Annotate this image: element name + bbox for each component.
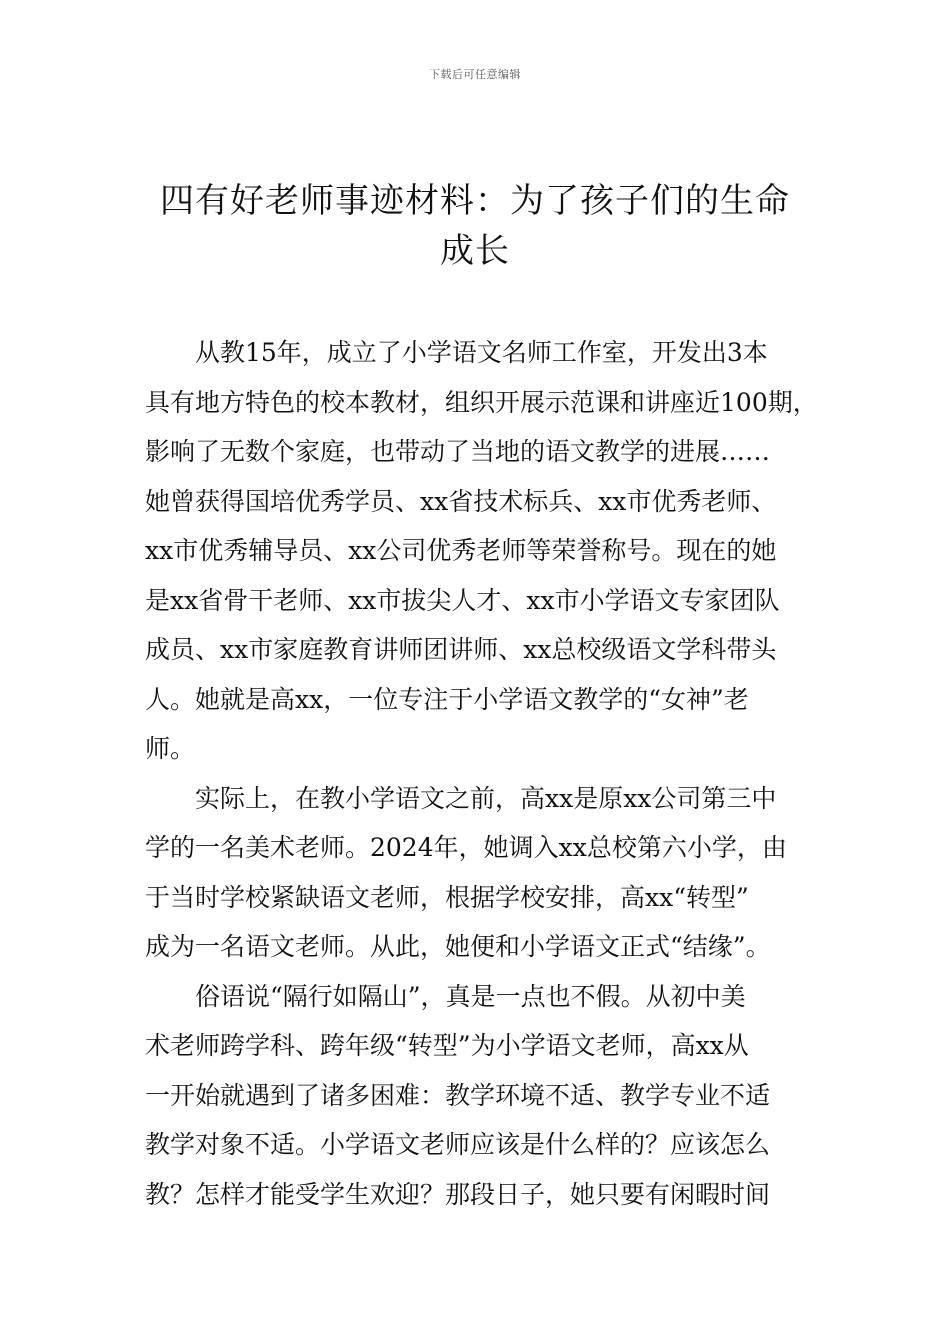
text-line: 成为一名语文老师。从此，她便和小学语文正式“结缘”。 [145,932,771,961]
title-line-1: 四有好老师事迹材料：为了孩子们的生命 [160,181,790,221]
text-line: 术老师跨学科、跨年级“转型”为小学语文老师，高xx从 [145,1031,749,1060]
text-line: 教？怎样才能受学生欢迎？那段日子，她只要有闲暇时间 [145,1179,771,1209]
text-line: 俗语说“隔行如隔山”，真是一点也不假。从初中美 [195,981,746,1011]
document-body [145,328,818,1219]
text-line: 于当时学校紧缺语文老师，根据学校安排，高xx“转型” [145,882,749,912]
text-line: 成员、xx市家庭教育讲师团讲师、xx总校级语文学科带头 [145,635,777,664]
text-line: 一开始就遇到了诸多困难：教学环境不适、教学专业不适 [145,1080,771,1110]
text-line: 教学对象不适。小学语文老师应该是什么样的？应该怎么 [145,1130,771,1159]
text-line: 人。她就是高xx，一位专注于小学语文教学的“女神”老 [145,684,749,714]
text-line: 学的一名美术老师。2024年，她调入xx总校第六小学，由 [145,833,787,862]
text-line: 影响了无数个家庭，也带动了当地的语文教学的进展…… [145,437,771,466]
text-line: 师。 [145,734,196,763]
paragraph-3 [145,972,810,1220]
paragraph-1 [145,328,818,774]
title-line-2: 成长 [440,231,510,271]
text-line: 从教15年，成立了小学语文名师工作室，开发出3本 [195,338,768,367]
text-line: 是xx省骨干老师、xx市拔尖人才、xx市小学语文专家团队 [145,585,780,615]
text-line: 具有地方特色的校本教材，组织开展示范课和讲座近100期， [145,387,818,417]
paragraph-2 [145,774,810,972]
header-note: 下载后可任意编辑 [429,68,521,81]
text-line: 实际上，在教小学语文之前，高xx是原xx公司第三中 [195,783,777,813]
text-line: xx市优秀辅导员、xx公司优秀老师等荣誉称号。现在的她 [145,536,777,565]
text-line: 她曾获得国培优秀学员、xx省技术标兵、xx市优秀老师、 [145,486,777,516]
document-title [145,176,805,276]
